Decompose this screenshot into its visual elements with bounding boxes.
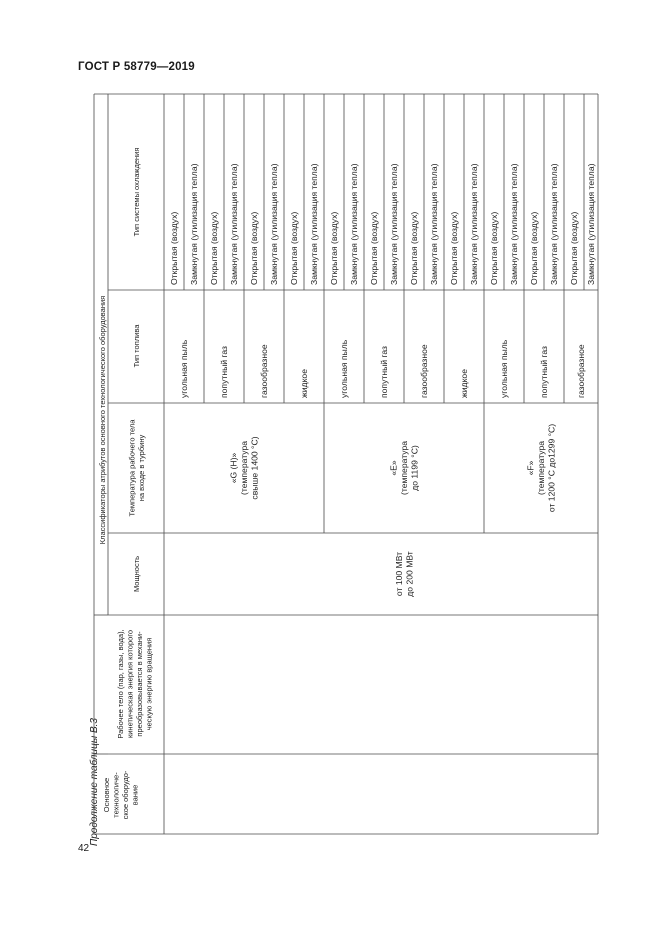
cooling-cell-10 [369,212,379,285]
cooling-cell-3 [229,163,239,285]
cooling-cell-20 [569,212,579,285]
header-equipment [102,770,140,819]
header-equipment-line: технологиче- [111,772,121,818]
cooling-cell-7 [309,163,319,285]
temperature-cell-2-line: от 1200 °С до1299 °С) [546,423,557,513]
power-cell-line: от 100 МВт [393,551,404,597]
cooling-cell-18-line: Открытая (воздух) [529,211,539,285]
cooling-cell-0-line: Открытая (воздух) [169,211,179,285]
header-working-fluid [116,629,154,738]
header-working-fluid-line: кинетическая энергия которого [125,629,135,739]
cooling-cell-0 [169,212,179,285]
fuel-cell-6 [419,344,429,398]
header-fuel-line: Тип топлива [132,324,141,368]
cooling-cell-8-line: Открытая (воздух) [329,211,339,285]
header-fuel [132,324,141,368]
cooling-cell-8 [329,212,339,285]
fuel-cell-5-line: попутный газ [379,346,389,398]
cooling-cell-1 [189,163,199,285]
cooling-cell-14-line: Открытая (воздух) [449,211,459,285]
cooling-cell-17-line: Замкнутая (утилизация тепла) [509,163,519,285]
temperature-cell-0-line: (температура [239,441,249,495]
fuel-cell-2 [259,344,269,398]
cooling-cell-18 [529,212,539,285]
cooling-cell-17 [509,163,519,285]
temperature-cell-2-line: «F» [525,460,536,476]
temperature-cell-2-line: (температура [536,441,546,495]
power-cell [394,551,415,597]
fuel-cell-5 [379,346,389,398]
fuel-cell-6-line: газообразное [419,344,429,398]
temperature-cell-0 [229,436,260,499]
cooling-cell-12-line: Открытая (воздух) [409,211,419,285]
cooling-cell-6 [289,212,299,285]
cooling-cell-13 [429,163,439,285]
cooling-cell-14 [449,212,459,285]
temperature-cell-0-line: свыше 1400 °С) [249,436,260,500]
fuel-cell-10-line: газообразное [576,344,586,398]
cooling-cell-16-line: Открытая (воздух) [489,211,499,285]
cooling-cell-1-line: Замкнутая (утилизация тепла) [189,163,199,285]
header-working-fluid-line: ческую энергию вращения [144,637,154,731]
fuel-cell-8 [499,339,509,398]
header-working-fluid-line: преобразовывается в механи- [134,631,144,737]
power-cell-line: до 200 МВт [404,551,415,597]
fuel-cell-4 [339,339,349,398]
cooling-cell-5-line: Замкнутая (утилизация тепла) [269,163,279,285]
document-code: ГОСТ Р 58779—2019 [78,61,195,73]
fuel-cell-9-line: попутный газ [539,346,549,398]
header-classifiers-group-line: Классификаторы атрибутов основного технологического оборудования [98,295,107,545]
cooling-cell-13-line: Замкнутая (утилизация тепла) [429,163,439,285]
cooling-cell-15 [469,163,479,285]
cooling-cell-21 [586,163,596,285]
cooling-cell-10-line: Открытая (воздух) [369,211,379,285]
header-equipment-line: вание [130,784,140,806]
fuel-cell-1 [219,346,229,398]
header-temperature [127,419,146,517]
cooling-cell-4-line: Открытая (воздух) [249,211,259,285]
temperature-cell-1 [389,441,420,495]
cooling-cell-7-line: Замкнутая (утилизация тепла) [309,163,319,285]
temperature-cell-2 [526,424,557,512]
fuel-cell-0-line: угольная пыль [179,339,189,398]
cooling-cell-2 [209,212,219,285]
page-number: 42 [78,843,90,854]
cooling-cell-4 [249,212,259,285]
cooling-cell-6-line: Открытая (воздух) [289,211,299,285]
fuel-cell-3-line: жидкое [299,369,309,398]
header-working-fluid-line: Рабочее тело (пар, газы, вода), [115,629,125,739]
cooling-cell-19 [549,163,559,285]
fuel-cell-2-line: газообразное [259,344,269,398]
cooling-cell-9 [349,163,359,285]
header-power [132,556,141,592]
cooling-cell-2-line: Открытая (воздух) [209,211,219,285]
header-equipment-line: ское оборудо- [120,770,130,820]
temperature-cell-0-line: «G (H)» [228,452,239,484]
header-equipment-line: Основное [101,777,111,813]
cooling-cell-21-line: Замкнутая (утилизация тепла) [586,163,596,285]
cooling-cell-11-line: Замкнутая (утилизация тепла) [389,163,399,285]
temperature-cell-1-line: «Е» [388,460,399,476]
fuel-cell-7 [459,369,469,398]
header-classifiers-group [98,296,107,544]
fuel-cell-9 [539,346,549,398]
cooling-cell-12 [409,212,419,285]
fuel-cell-7-line: жидкое [459,369,469,398]
cooling-cell-16 [489,212,499,285]
fuel-cell-0 [179,339,189,398]
cooling-cell-3-line: Замкнутая (утилизация тепла) [229,163,239,285]
header-temperature-line: Температура рабочего тела [127,419,137,517]
cooling-cell-9-line: Замкнутая (утилизация тепла) [349,163,359,285]
header-power-line: Мощность [132,555,141,593]
fuel-cell-3 [299,369,309,398]
temperature-cell-1-line: до 1199 °С) [409,445,420,491]
cooling-cell-15-line: Замкнутая (утилизация тепла) [469,163,479,285]
header-cooling [132,148,141,237]
fuel-cell-4-line: угольная пыль [339,339,349,398]
cooling-cell-20-line: Открытая (воздух) [569,211,579,285]
cooling-cell-11 [389,163,399,285]
fuel-cell-10 [576,344,586,398]
temperature-cell-1-line: (температура [399,441,409,495]
cooling-cell-5 [269,163,279,285]
fuel-cell-8-line: угольная пыль [499,339,509,398]
fuel-cell-1-line: попутный газ [219,346,229,398]
header-temperature-line: на входе в турбину [136,434,146,502]
table-caption: Продолжение таблицы В.3 [89,718,100,846]
cooling-cell-19-line: Замкнутая (утилизация тепла) [549,163,559,285]
header-cooling-line: Тип системы охлаждения [132,147,141,237]
